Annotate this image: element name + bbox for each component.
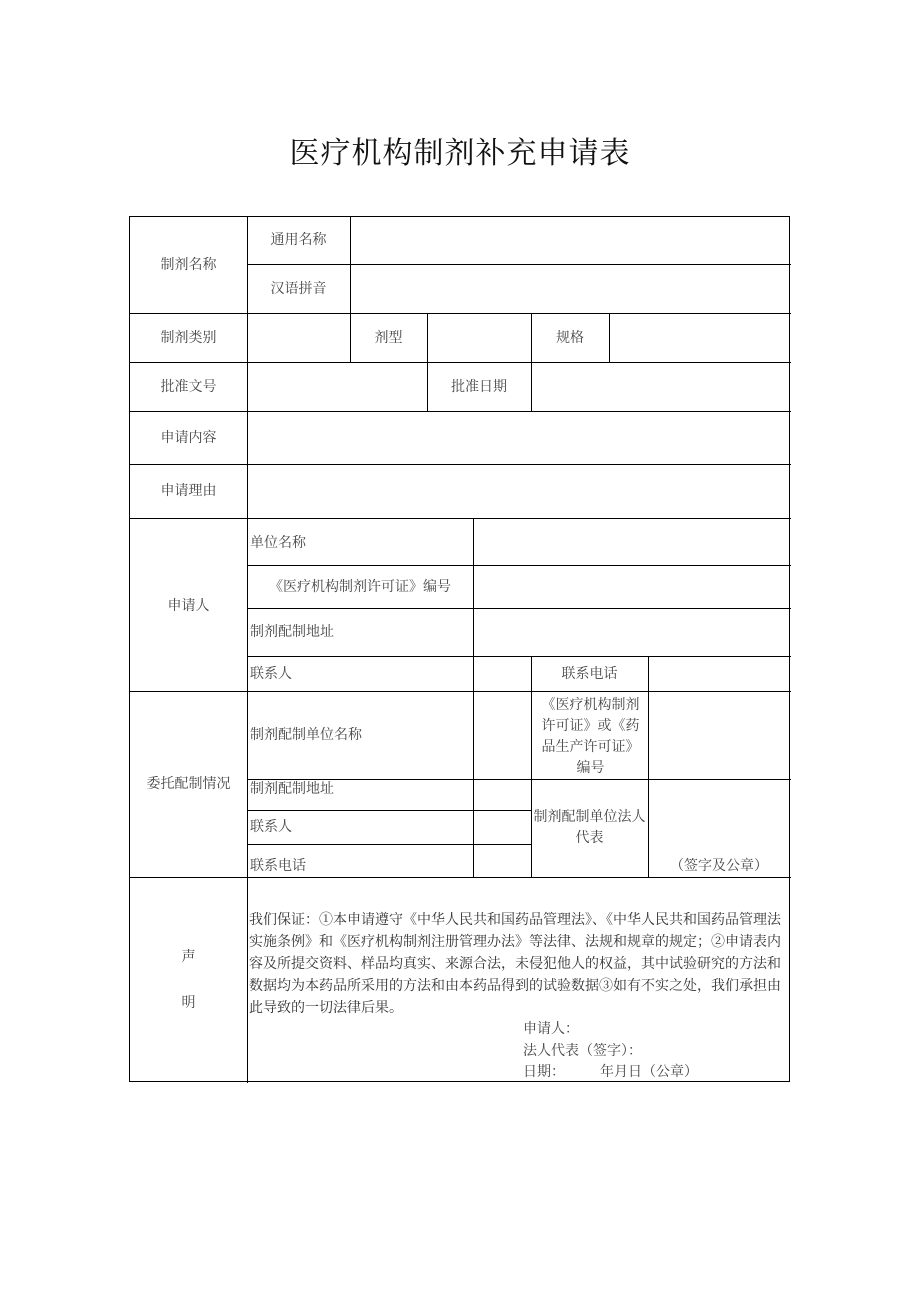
signature-seal-label: （签字及公章） (670, 858, 768, 874)
spec-label: 规格 (556, 330, 584, 346)
row-divider (130, 691, 791, 692)
row-divider (247, 608, 791, 609)
declaration-text: 我们保证：①本申请遵守《中华人民共和国药品管理法》、《中华人民共和国药品管理法实施条例》和《医疗机构制剂注册管理办法》等法律、法规和规章的规定；②申请表内容及所提交资料、样品均真实、来源合法，未侵犯他人的权益，其中试验研究的方法和数据均为本药品所采用的方法和由本药品得到的试验数据③如有不实之处，我们承担由此导致的一切法律后果。 (249, 912, 781, 1016)
row-divider (247, 810, 531, 811)
column-divider (609, 313, 610, 362)
column-divider (473, 518, 474, 877)
row-divider (130, 411, 791, 412)
reason-label: 申请理由 (160, 483, 217, 499)
contact-label: 联系人 (250, 666, 292, 682)
row-divider (247, 565, 791, 566)
declaration-applicant: 申请人： (523, 1021, 579, 1037)
legal-rep-label: 制剂配制单位法人代表 (533, 809, 646, 846)
entrust-phone-label: 联系电话 (250, 858, 306, 874)
row-divider (130, 464, 791, 465)
page-title: 医疗机构制剂补充申请表 (289, 136, 631, 171)
row-divider (130, 877, 791, 878)
column-divider (350, 217, 351, 313)
entrust-contact-label: 联系人 (250, 819, 292, 835)
application-form (129, 216, 790, 1082)
declaration-date: 日期： 年月日（公章） (523, 1064, 698, 1080)
pinyin-label: 汉语拼音 (270, 281, 327, 297)
applicant-label: 申请人 (167, 598, 210, 614)
prep-address-label: 制剂配制地址 (250, 624, 334, 640)
license-no-label: 《医疗机构制剂许可证》编号 (269, 579, 451, 595)
row-divider (130, 518, 791, 519)
entrust-label: 委托配制情况 (146, 776, 231, 792)
declaration-label-bottom: 明 (181, 995, 196, 1011)
declaration-label-top: 声 (181, 949, 196, 965)
declaration-legal-rep: 法人代表（签字）： (523, 1043, 642, 1059)
dosage-form-label: 剂型 (374, 330, 403, 346)
row-divider (130, 313, 791, 314)
column-divider (247, 217, 248, 1083)
row-divider (247, 264, 791, 265)
unit-name-label: 单位名称 (250, 535, 306, 551)
prep-category-label: 制剂类别 (160, 330, 217, 346)
row-divider (130, 362, 791, 363)
approval-date-label: 批准日期 (451, 379, 507, 395)
row-divider (247, 656, 791, 657)
prep-name-label: 制剂名称 (160, 257, 217, 273)
license-multi-label: 《医疗机构制剂许可证》或《药品生产许可证》编号 (541, 697, 640, 776)
generic-name-label: 通用名称 (270, 232, 327, 248)
column-divider (531, 656, 532, 877)
column-divider (648, 656, 649, 877)
phone-label: 联系电话 (561, 666, 618, 682)
content-label: 申请内容 (160, 430, 217, 446)
approval-no-label: 批准文号 (160, 379, 217, 395)
row-divider (247, 844, 531, 845)
entrust-address-label: 制剂配制地址 (250, 781, 334, 797)
entrust-unit-name-label: 制剂配制单位名称 (250, 727, 362, 743)
